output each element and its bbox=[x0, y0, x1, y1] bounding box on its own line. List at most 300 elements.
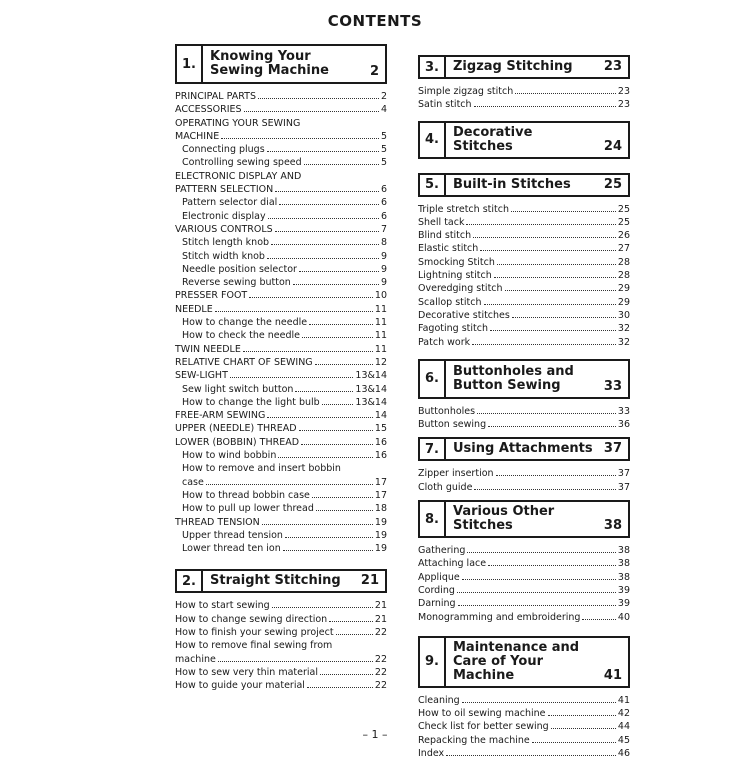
dot-leader bbox=[446, 747, 616, 756]
toc-entry[interactable] bbox=[175, 462, 387, 475]
section-title-text: Straight Stitching bbox=[210, 573, 341, 589]
dot-leader bbox=[458, 597, 616, 606]
entry-label: Cleaning bbox=[418, 694, 460, 706]
toc-section bbox=[418, 173, 630, 355]
toc-entry[interactable] bbox=[175, 679, 387, 692]
entry-page-number: 18 bbox=[374, 503, 387, 515]
section-heading-box bbox=[175, 569, 387, 593]
entry-page-number: 38 bbox=[617, 545, 630, 557]
dot-leader bbox=[293, 276, 379, 285]
entry-page-number: 22 bbox=[374, 626, 387, 638]
toc-entry[interactable] bbox=[418, 418, 630, 431]
dot-leader bbox=[497, 256, 616, 265]
dot-leader bbox=[299, 263, 379, 272]
section-page-number: 38 bbox=[603, 518, 622, 534]
toc-entry[interactable] bbox=[418, 544, 630, 557]
toc-entry[interactable] bbox=[175, 343, 387, 356]
entry-label: Fagoting stitch bbox=[418, 323, 488, 335]
toc-entry[interactable] bbox=[418, 269, 630, 282]
toc-entry[interactable] bbox=[175, 117, 387, 130]
section-page-number: 24 bbox=[603, 138, 622, 154]
entry-label: Attaching lace bbox=[418, 558, 487, 570]
entry-label: Stitch width knob bbox=[182, 250, 265, 262]
dot-leader bbox=[336, 626, 373, 635]
dot-leader bbox=[285, 529, 373, 538]
entry-label: Lower thread ten ion bbox=[182, 543, 281, 555]
toc-section bbox=[418, 500, 630, 630]
dot-leader bbox=[262, 516, 373, 525]
dot-leader bbox=[512, 309, 616, 318]
toc-entry[interactable] bbox=[175, 250, 387, 263]
toc-entry[interactable] bbox=[175, 236, 387, 249]
entry-label: Controlling sewing speed bbox=[182, 157, 302, 169]
left-column bbox=[175, 44, 387, 698]
toc-entry[interactable] bbox=[175, 449, 387, 462]
entry-page-number: 7 bbox=[380, 223, 387, 235]
dot-leader bbox=[515, 85, 616, 94]
toc-entry[interactable] bbox=[418, 584, 630, 597]
entry-page-number: 30 bbox=[617, 309, 630, 321]
entry-list bbox=[418, 197, 630, 355]
toc-entry[interactable] bbox=[175, 516, 387, 529]
section-heading-box bbox=[418, 359, 630, 399]
toc-entry[interactable] bbox=[175, 316, 387, 329]
dot-leader bbox=[249, 289, 373, 298]
section-page-number: 33 bbox=[603, 378, 622, 394]
entry-page-number: 19 bbox=[374, 543, 387, 555]
section-title bbox=[446, 57, 628, 77]
toc-entry[interactable] bbox=[175, 170, 387, 183]
toc-entry[interactable] bbox=[175, 276, 387, 289]
toc-entry[interactable] bbox=[418, 229, 630, 242]
toc-entry[interactable] bbox=[175, 383, 387, 396]
entry-page-number: 25 bbox=[617, 203, 630, 215]
entry-page-number: 5 bbox=[380, 144, 387, 156]
dot-leader bbox=[278, 449, 373, 458]
entry-label: How to thread bobbin case bbox=[182, 489, 310, 501]
toc-entry[interactable] bbox=[175, 639, 387, 652]
entry-label: Button sewing bbox=[418, 419, 487, 431]
entry-label: THREAD TENSION bbox=[175, 516, 260, 528]
entry-list bbox=[418, 538, 630, 630]
section-heading-box bbox=[175, 44, 387, 84]
section-page-number: 21 bbox=[360, 573, 379, 589]
entry-label: ELECTRONIC DISPLAY AND bbox=[175, 170, 302, 182]
entry-page-number: 25 bbox=[617, 216, 630, 228]
dot-leader bbox=[582, 611, 615, 620]
toc-entry[interactable] bbox=[175, 223, 387, 236]
entry-label: PATTERN SELECTION bbox=[175, 184, 274, 196]
entry-page-number: 44 bbox=[617, 721, 630, 733]
dot-leader bbox=[462, 694, 616, 703]
entry-page-number: 16 bbox=[374, 450, 387, 462]
entry-page-number: 26 bbox=[617, 230, 630, 242]
toc-entry[interactable] bbox=[175, 436, 387, 449]
dot-leader bbox=[316, 502, 373, 511]
entry-page-number: 22 bbox=[374, 680, 387, 692]
toc-entry[interactable] bbox=[175, 196, 387, 209]
entry-label: Applique bbox=[418, 571, 460, 583]
entry-label: Needle position selector bbox=[182, 263, 297, 275]
entry-label: Monogramming and embroidering bbox=[418, 611, 581, 623]
dot-leader bbox=[221, 130, 379, 139]
entry-label: How to wind bobbin bbox=[182, 450, 277, 462]
entry-label: MACHINE bbox=[175, 130, 220, 142]
toc-entry[interactable] bbox=[418, 203, 630, 216]
entry-label: Patch work bbox=[418, 336, 471, 348]
section-title bbox=[446, 638, 628, 686]
dot-leader bbox=[457, 584, 616, 593]
entry-label: How to remove and insert bobbin bbox=[182, 463, 341, 475]
toc-entry[interactable] bbox=[175, 396, 387, 409]
toc-entry[interactable] bbox=[418, 322, 630, 335]
toc-entry[interactable] bbox=[418, 481, 630, 494]
entry-page-number: 40 bbox=[617, 611, 630, 623]
entry-label: How to finish your sewing project bbox=[175, 626, 334, 638]
entry-page-number: 21 bbox=[374, 613, 387, 625]
dot-leader bbox=[477, 405, 616, 414]
entry-page-number: 29 bbox=[617, 283, 630, 295]
entry-label: How to oil sewing machine bbox=[418, 708, 546, 720]
entry-label: Index bbox=[418, 748, 445, 760]
dot-leader bbox=[307, 679, 373, 688]
section-number: 6. bbox=[420, 361, 446, 397]
toc-section bbox=[418, 55, 630, 118]
entry-page-number: 22 bbox=[374, 653, 387, 665]
entry-label: Repacking the machine bbox=[418, 734, 530, 746]
section-number: 1. bbox=[177, 46, 203, 82]
entry-page-number: 46 bbox=[617, 748, 630, 760]
entry-label: Triple stretch stitch bbox=[418, 203, 509, 215]
entry-label: Overedging stitch bbox=[418, 283, 503, 295]
toc-entry[interactable] bbox=[418, 216, 630, 229]
dot-leader bbox=[466, 216, 615, 225]
entry-page-number: 32 bbox=[617, 336, 630, 348]
toc-entry[interactable] bbox=[175, 210, 387, 223]
toc-entry[interactable] bbox=[175, 90, 387, 103]
toc-entry[interactable] bbox=[175, 156, 387, 169]
toc-entry[interactable] bbox=[418, 571, 630, 584]
dot-leader bbox=[243, 343, 373, 352]
entry-page-number: 6 bbox=[380, 210, 387, 222]
section-number: 5. bbox=[420, 175, 446, 195]
toc-entry[interactable] bbox=[175, 369, 387, 382]
entry-page-number: 13&14 bbox=[355, 396, 387, 408]
entry-page-number: 9 bbox=[380, 277, 387, 289]
toc-entry[interactable] bbox=[175, 329, 387, 342]
toc-entry[interactable] bbox=[418, 282, 630, 295]
dot-leader bbox=[283, 542, 373, 551]
section-title-text: Zigzag Stitching bbox=[453, 59, 573, 74]
section-number: 7. bbox=[420, 439, 446, 459]
toc-entry[interactable] bbox=[418, 611, 630, 624]
toc-entry[interactable] bbox=[175, 613, 387, 626]
entry-page-number: 22 bbox=[374, 666, 387, 678]
entry-label: RELATIVE CHART OF SEWING bbox=[175, 356, 313, 368]
entry-page-number: 10 bbox=[374, 290, 387, 302]
entry-label: How to remove final sewing from bbox=[175, 640, 333, 652]
section-title-text: Buttonholes and Button Sewing bbox=[453, 363, 574, 393]
entry-page-number: 33 bbox=[617, 405, 630, 417]
entry-page-number: 39 bbox=[617, 584, 630, 596]
entry-label: ACCESSORIES bbox=[175, 104, 242, 116]
toc-entry[interactable] bbox=[418, 597, 630, 610]
section-title-text: Maintenance and Care of Your Machine bbox=[453, 639, 580, 683]
toc-entry[interactable] bbox=[418, 405, 630, 418]
entry-label: How to start sewing bbox=[175, 600, 270, 612]
dot-leader bbox=[272, 599, 373, 608]
section-page-number: 25 bbox=[603, 176, 622, 192]
toc-entry[interactable] bbox=[175, 183, 387, 196]
entry-label: OPERATING YOUR SEWING bbox=[175, 117, 301, 129]
entry-label: PRINCIPAL PARTS bbox=[175, 91, 256, 102]
entry-label: Buttonholes bbox=[418, 405, 476, 417]
section-number: 8. bbox=[420, 502, 446, 536]
entry-page-number: 6 bbox=[380, 184, 387, 196]
section-title-text: Built-in Stitches bbox=[453, 176, 571, 192]
entry-label: Simple zigzag stitch bbox=[418, 86, 514, 97]
entry-label: PRESSER FOOT bbox=[175, 290, 248, 302]
dot-leader bbox=[244, 103, 379, 112]
section-page-number: 23 bbox=[603, 59, 622, 74]
entry-page-number: 37 bbox=[617, 468, 630, 480]
dot-leader bbox=[315, 356, 373, 365]
dot-leader bbox=[322, 396, 354, 405]
toc-entry[interactable] bbox=[418, 256, 630, 269]
dot-leader bbox=[462, 571, 616, 580]
right-column bbox=[418, 55, 630, 766]
entry-list bbox=[175, 84, 387, 561]
entry-label: UPPER (NEEDLE) THREAD bbox=[175, 423, 297, 435]
toc-section bbox=[418, 121, 630, 167]
dot-leader bbox=[267, 250, 379, 259]
toc-entry[interactable] bbox=[418, 707, 630, 720]
entry-label: Smocking Stitch bbox=[418, 256, 495, 268]
dot-leader bbox=[271, 236, 379, 245]
dot-leader bbox=[279, 196, 379, 205]
toc-entry[interactable] bbox=[175, 626, 387, 639]
toc-section bbox=[418, 636, 630, 766]
entry-page-number: 45 bbox=[617, 734, 630, 746]
section-title bbox=[446, 502, 628, 536]
toc-entry[interactable] bbox=[175, 529, 387, 542]
entry-label: Check list for better sewing bbox=[418, 721, 549, 733]
section-title-text: Using Attachments bbox=[453, 441, 593, 457]
entry-page-number: 17 bbox=[374, 476, 387, 488]
entry-label: Sew light switch button bbox=[182, 383, 294, 395]
entry-label: Elastic stitch bbox=[418, 243, 479, 255]
toc-entry[interactable] bbox=[175, 542, 387, 555]
entry-label: Zipper insertion bbox=[418, 468, 494, 480]
entry-page-number: 21 bbox=[374, 600, 387, 612]
toc-entry[interactable] bbox=[418, 694, 630, 707]
entry-list bbox=[418, 688, 630, 766]
entry-list bbox=[418, 79, 630, 118]
toc-entry[interactable] bbox=[418, 98, 630, 111]
entry-page-number: 9 bbox=[380, 263, 387, 275]
dot-leader bbox=[275, 183, 379, 192]
toc-entry[interactable] bbox=[175, 103, 387, 116]
toc-section bbox=[175, 569, 387, 698]
entry-list bbox=[175, 593, 387, 698]
entry-label: Upper thread tension bbox=[182, 529, 283, 541]
entry-page-number: 37 bbox=[617, 481, 630, 493]
toc-entry[interactable] bbox=[175, 599, 387, 612]
toc-entry[interactable] bbox=[418, 557, 630, 570]
toc-entry[interactable] bbox=[175, 653, 387, 666]
dot-leader bbox=[268, 210, 379, 219]
dot-leader bbox=[320, 666, 373, 675]
entry-page-number: 39 bbox=[617, 598, 630, 610]
entry-label: Cording bbox=[418, 584, 455, 596]
entry-list bbox=[418, 399, 630, 438]
toc-entry[interactable] bbox=[175, 143, 387, 156]
entry-label: How to check the needle bbox=[182, 330, 300, 342]
entry-page-number: 9 bbox=[380, 250, 387, 262]
section-number: 2. bbox=[177, 571, 203, 591]
dot-leader bbox=[505, 282, 616, 291]
toc-entry[interactable] bbox=[175, 356, 387, 369]
entry-label: Lightning stitch bbox=[418, 270, 492, 282]
entry-label: LOWER (BOBBIN) THREAD bbox=[175, 436, 300, 448]
toc-entry[interactable] bbox=[418, 296, 630, 309]
dot-leader bbox=[275, 223, 379, 232]
dot-leader bbox=[490, 322, 616, 331]
section-title bbox=[446, 175, 628, 195]
entry-label: Decorative stitches bbox=[418, 309, 510, 321]
toc-entry[interactable] bbox=[175, 263, 387, 276]
dot-leader bbox=[258, 90, 379, 99]
toc-entry[interactable] bbox=[175, 130, 387, 143]
section-title bbox=[446, 439, 628, 459]
dot-leader bbox=[218, 653, 373, 662]
entry-page-number: 19 bbox=[374, 529, 387, 541]
entry-page-number: 15 bbox=[374, 423, 387, 435]
section-title bbox=[203, 46, 385, 82]
entry-label: Electronic display bbox=[182, 210, 266, 222]
dot-leader bbox=[312, 489, 373, 498]
toc-entry[interactable] bbox=[175, 422, 387, 435]
entry-page-number: 42 bbox=[617, 708, 630, 720]
page-title: CONTENTS bbox=[327, 12, 423, 30]
entry-page-number: 41 bbox=[617, 694, 630, 706]
section-heading-box bbox=[418, 173, 630, 197]
dot-leader bbox=[474, 481, 615, 490]
dot-leader bbox=[267, 143, 379, 152]
section-page-number: 2 bbox=[369, 64, 379, 79]
entry-page-number: 17 bbox=[374, 489, 387, 501]
entry-page-number: 27 bbox=[617, 243, 630, 255]
dot-leader bbox=[474, 98, 616, 107]
dot-leader bbox=[494, 269, 616, 278]
toc-entry[interactable] bbox=[418, 467, 630, 480]
entry-label: Gathering bbox=[418, 545, 466, 557]
dot-leader bbox=[301, 436, 373, 445]
toc-section bbox=[418, 359, 630, 438]
toc-entry[interactable] bbox=[418, 85, 630, 98]
toc-entry[interactable] bbox=[175, 303, 387, 316]
toc-entry[interactable] bbox=[175, 289, 387, 302]
section-title bbox=[446, 123, 628, 157]
entry-label: How to change the needle bbox=[182, 317, 308, 329]
section-number: 3. bbox=[420, 57, 446, 77]
dot-leader bbox=[295, 383, 353, 392]
entry-label: Darning bbox=[418, 598, 456, 610]
entry-page-number: 23 bbox=[617, 99, 630, 111]
toc-entry[interactable] bbox=[418, 336, 630, 349]
entry-label: Pattern selector dial bbox=[182, 197, 278, 209]
toc-entry[interactable] bbox=[175, 476, 387, 489]
dot-leader bbox=[302, 329, 373, 338]
dot-leader bbox=[473, 229, 616, 238]
toc-entry[interactable] bbox=[175, 409, 387, 422]
entry-page-number: 13&14 bbox=[355, 370, 387, 382]
entry-page-number: 28 bbox=[617, 270, 630, 282]
entry-page-number: 5 bbox=[380, 130, 387, 142]
toc-entry[interactable] bbox=[418, 309, 630, 322]
entry-page-number: 29 bbox=[617, 296, 630, 308]
dot-leader bbox=[496, 467, 616, 476]
toc-entry[interactable] bbox=[175, 666, 387, 679]
entry-page-number: 38 bbox=[617, 571, 630, 583]
section-title-text: Various Other Stitches bbox=[453, 504, 555, 534]
entry-label: Stitch length knob bbox=[182, 237, 270, 249]
entry-page-number: 23 bbox=[617, 86, 630, 97]
section-title-text: Knowing Your Sewing Machine bbox=[210, 49, 329, 78]
entry-label: case bbox=[182, 476, 204, 488]
entry-list bbox=[418, 159, 630, 167]
entry-page-number: 14 bbox=[374, 410, 387, 422]
section-number: 4. bbox=[420, 123, 446, 157]
entry-label: SEW-LIGHT bbox=[175, 370, 228, 382]
dot-leader bbox=[484, 296, 616, 305]
entry-label: Blind stitch bbox=[418, 230, 472, 242]
section-title-text: Decorative Stitches bbox=[453, 124, 533, 154]
entry-label: How to sew very thin material bbox=[175, 666, 318, 678]
dot-leader bbox=[329, 613, 373, 622]
toc-entry[interactable] bbox=[418, 242, 630, 255]
section-heading-box bbox=[418, 500, 630, 538]
toc-entry[interactable] bbox=[175, 502, 387, 515]
entry-page-number: 32 bbox=[617, 323, 630, 335]
entry-page-number: 16 bbox=[374, 436, 387, 448]
entry-label: How to pull up lower thread bbox=[182, 503, 314, 515]
dot-leader bbox=[304, 156, 379, 165]
section-heading-box bbox=[418, 55, 630, 79]
entry-label: Satin stitch bbox=[418, 99, 472, 111]
entry-label: Shell tack bbox=[418, 216, 465, 228]
entry-page-number: 38 bbox=[617, 558, 630, 570]
entry-label: Scallop stitch bbox=[418, 296, 482, 308]
section-title bbox=[446, 361, 628, 397]
dot-leader bbox=[215, 303, 373, 312]
toc-entry[interactable] bbox=[175, 489, 387, 502]
section-number: 9. bbox=[420, 638, 446, 686]
dot-leader bbox=[488, 418, 616, 427]
entry-label: FREE-ARM SEWING bbox=[175, 410, 266, 422]
entry-page-number: 11 bbox=[374, 303, 387, 315]
dot-leader bbox=[206, 476, 373, 485]
entry-label: VARIOUS CONTROLS bbox=[175, 223, 273, 235]
toc-entry[interactable] bbox=[418, 747, 630, 760]
dot-leader bbox=[299, 422, 373, 431]
entry-page-number: 6 bbox=[380, 197, 387, 209]
entry-label: How to change the light bulb bbox=[182, 396, 320, 408]
section-heading-box bbox=[418, 437, 630, 461]
entry-label: NEEDLE bbox=[175, 303, 213, 315]
entry-page-number: 4 bbox=[380, 104, 387, 116]
entry-page-number: 11 bbox=[374, 330, 387, 342]
